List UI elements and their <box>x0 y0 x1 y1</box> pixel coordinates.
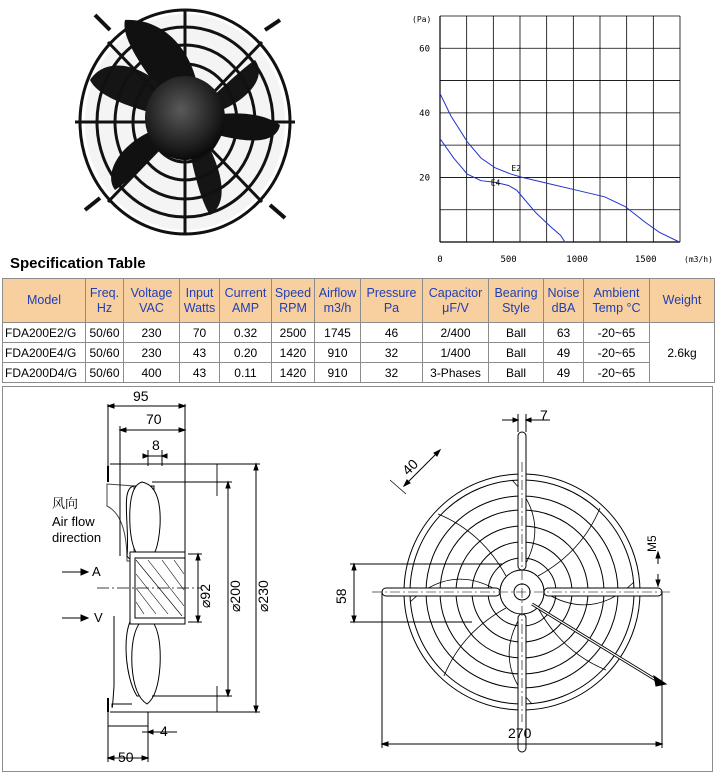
arrow-v-label: V <box>94 610 103 625</box>
spec-header-cell <box>124 279 180 323</box>
spec-cell: 32 <box>361 343 423 363</box>
spec-header-text: Model <box>26 293 62 307</box>
spec-cell: 230 <box>124 323 180 343</box>
spec-header-text: Style <box>502 300 530 315</box>
spec-header-text: Watts <box>183 300 216 315</box>
weight-cell: 2.6kg <box>650 323 715 383</box>
y-tick-label: 40 <box>419 108 430 119</box>
spec-header-text: VAC <box>139 300 164 315</box>
table-row <box>3 343 715 363</box>
spec-header-text: Noise <box>547 285 580 300</box>
spec-header-text: Ambient <box>593 285 640 300</box>
spec-cell: 50/60 <box>86 323 124 343</box>
dim-70-label: 70 <box>146 411 162 427</box>
spec-table <box>2 278 715 383</box>
front-view-dims <box>350 414 662 748</box>
spec-header-text: Freq. <box>89 285 120 300</box>
model-cell: FDA200E4/G <box>3 343 86 363</box>
airflow-label-en-2: direction <box>52 530 102 545</box>
spec-header-text: Pressure <box>366 285 417 300</box>
airflow-label-en-1: Air flow <box>52 514 95 529</box>
x-tick-label: 1000 <box>566 255 588 265</box>
airflow-label-cn: 风向 <box>52 496 79 511</box>
dia-230-label: ⌀230 <box>255 580 271 612</box>
product-photo <box>0 0 400 250</box>
spec-cell: 63 <box>544 323 584 343</box>
dim-7-label: 7 <box>540 407 548 423</box>
spec-header-text: Voltage <box>130 285 173 300</box>
performance-chart <box>408 8 716 270</box>
chart-labels <box>412 15 713 265</box>
spec-header-text: Pa <box>383 300 400 315</box>
spec-cell: 50/60 <box>86 363 124 383</box>
spec-header-cell <box>489 279 544 323</box>
spec-header-text: Capacitor <box>428 285 483 300</box>
spec-cell: 43 <box>180 343 220 363</box>
spec-cell: 1420 <box>272 343 315 363</box>
series-label-e2: E2 <box>511 163 521 173</box>
x-unit-label: (m3/h) <box>684 255 713 264</box>
spec-cell: 1420 <box>272 363 315 383</box>
spec-cell: 1745 <box>315 323 361 343</box>
spec-header-cell <box>361 279 423 323</box>
dim-8-label: 8 <box>152 437 160 453</box>
dia-200-label: ⌀200 <box>227 580 243 612</box>
series-line-e4 <box>440 139 565 242</box>
spec-header-text: Weight <box>662 293 702 307</box>
spec-cell: 49 <box>544 363 584 383</box>
spec-cell: -20~65 <box>584 363 650 383</box>
spec-table-header-row <box>3 279 715 323</box>
spec-header-text: Speed <box>274 285 312 300</box>
front-view <box>372 432 672 752</box>
spec-header-cell <box>315 279 361 323</box>
y-tick-label: 60 <box>419 44 430 55</box>
dim-95-label: 95 <box>133 388 149 404</box>
model-cell: FDA200E2/G <box>3 323 86 343</box>
series-line-e2 <box>440 94 679 243</box>
spec-header-text: Current <box>224 285 267 300</box>
x-tick-label: 0 <box>437 255 443 265</box>
spec-cell: 70 <box>180 323 220 343</box>
dimension-drawing <box>2 386 714 774</box>
spec-cell: Ball <box>489 343 544 363</box>
spec-cell: 2500 <box>272 323 315 343</box>
spec-table-title: Specification Table <box>10 255 146 272</box>
spec-header-cell <box>544 279 584 323</box>
chart-series <box>440 94 679 243</box>
spec-header-text: Airflow <box>318 285 357 300</box>
spec-cell: Ball <box>489 323 544 343</box>
spec-header-text: Temp °C <box>592 300 641 315</box>
spec-header-text: dBA <box>551 300 576 315</box>
spec-cell: 50/60 <box>86 343 124 363</box>
spec-cell: 0.20 <box>220 343 272 363</box>
spec-cell: 43 <box>180 363 220 383</box>
spec-cell: 0.11 <box>220 363 272 383</box>
spec-cell: -20~65 <box>584 343 650 363</box>
spec-cell: 3-Phases <box>423 363 489 383</box>
spec-header-text: Input <box>185 285 214 300</box>
dim-58-label: 58 <box>333 588 349 604</box>
spec-cell: 230 <box>124 343 180 363</box>
spec-header-cell <box>220 279 272 323</box>
dia-92-label: ⌀92 <box>197 583 213 608</box>
spec-cell: 1/400 <box>423 343 489 363</box>
dim-40-label: 40 <box>398 455 422 479</box>
spec-header-cell <box>423 279 489 323</box>
spec-cell: 400 <box>124 363 180 383</box>
spec-cell: 2/400 <box>423 323 489 343</box>
spec-header-cell <box>272 279 315 323</box>
dim-50-label: 50 <box>118 749 134 765</box>
motor-hub-icon <box>145 76 225 160</box>
x-tick-label: 500 <box>500 255 517 265</box>
spec-header-cell <box>180 279 220 323</box>
y-tick-label: 20 <box>419 173 430 184</box>
arrow-a-label: A <box>92 564 101 579</box>
spec-cell: 49 <box>544 343 584 363</box>
spec-cell: 32 <box>361 363 423 383</box>
spec-cell: 46 <box>361 323 423 343</box>
spec-header-cell <box>584 279 650 323</box>
spec-cell: Ball <box>489 363 544 383</box>
table-row <box>3 323 715 343</box>
spec-header-cell <box>3 279 86 323</box>
dim-m5-label: M5 <box>645 535 659 552</box>
table-row <box>3 363 715 383</box>
spec-header-cell <box>650 279 715 323</box>
x-tick-label: 1500 <box>634 255 657 265</box>
spec-header-text: Hz <box>96 300 113 315</box>
spec-header-text: RPM <box>279 300 307 315</box>
spec-header-text: AMP <box>231 300 260 315</box>
y-unit-label: (Pa) <box>412 15 432 24</box>
spec-header-text: μF/V <box>442 300 469 315</box>
spec-header-text: Bearing <box>494 285 538 300</box>
series-label-e4: E4 <box>490 178 501 188</box>
model-cell: FDA200D4/G <box>3 363 86 383</box>
spec-cell: 910 <box>315 343 361 363</box>
chart-grid <box>440 16 680 242</box>
dim-270-label: 270 <box>508 725 532 741</box>
spec-header-text: m3/h <box>323 300 352 315</box>
spec-header-cell <box>86 279 124 323</box>
spec-cell: 910 <box>315 363 361 383</box>
spec-cell: -20~65 <box>584 323 650 343</box>
dim-4-label: 4 <box>160 723 168 739</box>
spec-cell: 0.32 <box>220 323 272 343</box>
